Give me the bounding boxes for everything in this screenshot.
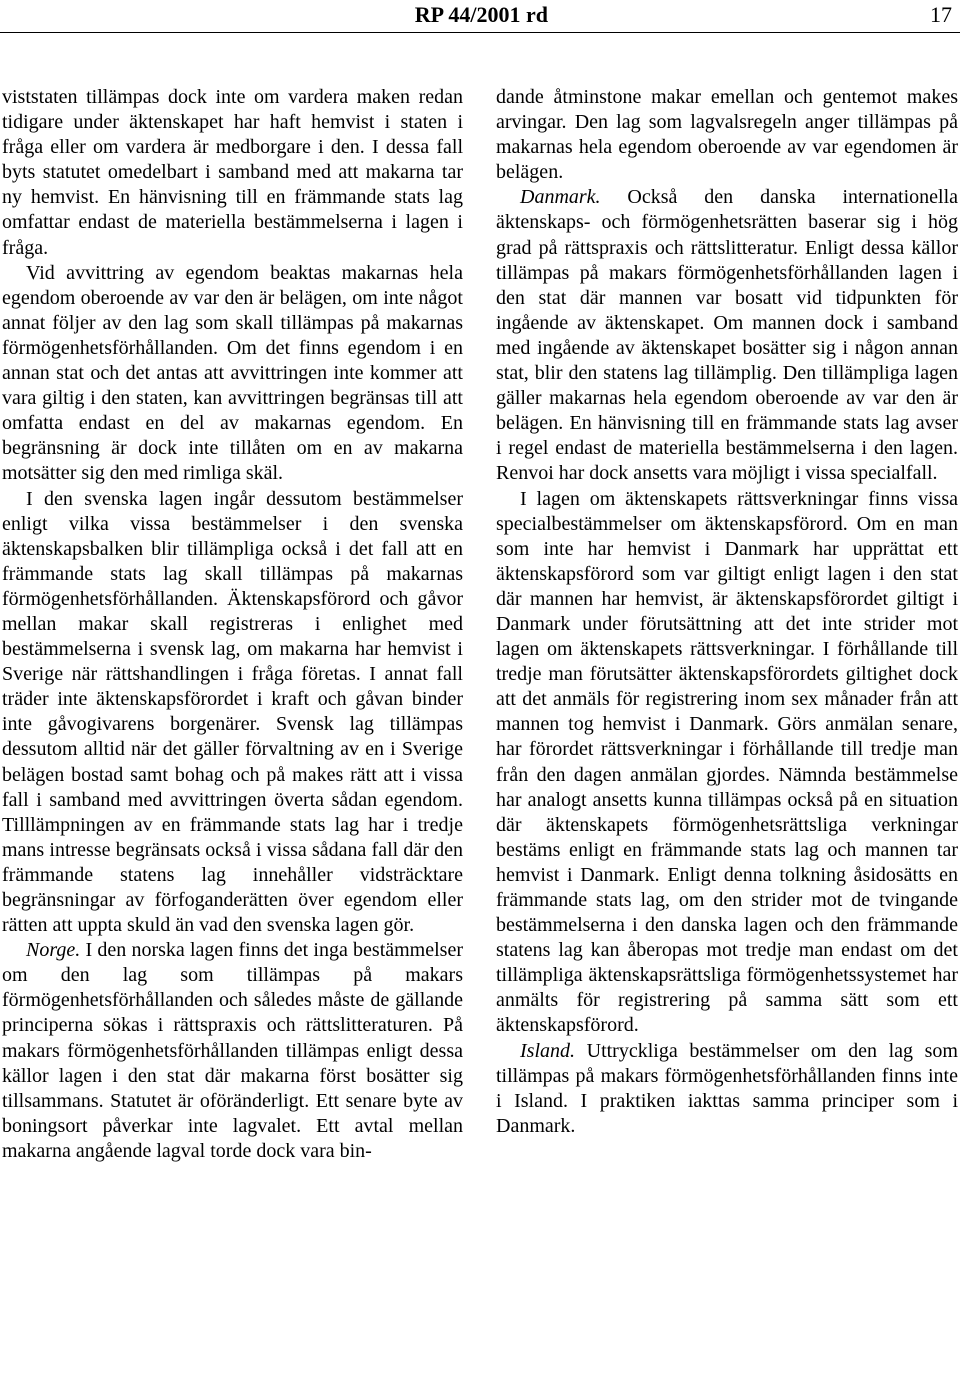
right-column [496,85,958,1139]
page-header [0,0,960,30]
paragraph: I den svenska lagen ingår dessutom bestämmelser enligt vilka vissa bestämmelser i den svenska äktenskapsbalken blir tillämpliga också i det fall att en främmande stats lag skall tillämpas på makarnas förmögenhetsförhållanden. Äktenskapsförord och gåvor mellan makar skall registreras i enlighet med bestämmelserna i svensk lag, om makarna har hemvist i Sverige när rättshandlingen i fråga företas. I annat fall träder inte äktenskapsförordet i kraft och gåvan binder inte gåvogivarens borgenärer. Svensk lag tillämpas dessutom alltid när det gäller förvaltning av en i Sverige belägen bostad samt bohag och på makes rätt att i vissa fall i samband med avvittringen överta sådan egendom. Tilllämpningen av en främmande stats lag har i tredje mans intresse begränsats också i vissa sådana fall där den främmande statens lag innehåller vidsträcktare begränsningar av förfoganderätten över egendom eller rätten att uppta skuld än vad den svenska lagen gör. [2,487,463,937]
paragraph-text: I den norska lagen finns det inga bestämmelser om den lag som tillämpas på makars förmögenhetsförhållanden och således måste de gällande principerna sökas i rättspraxis och rättslitteraturen. På makars förmögenhetsförhållanden tillämpas enligt dessa källor lagen i den stat där makarna först bosätter sig tillsammans. Statutet är oföränderligt. Ett senare byte av boningsort påverkar inte lagvalet. Ett avtal mellan makarna angående lagval torde dock vara bin- [2,939,463,1162]
page-number: 17 [930,2,952,27]
paragraph: I lagen om äktenskapets rättsverkningar finns vissa specialbestämmelser om äktenskapsförord. Om en man som inte har hemvist i Danmark har upprättat ett äktenskapsförord som var giltigt enligt lagen i den stat där mannen har hemvist, är äktenskapsförordet giltigt i Danmark under förutsättning att det inte strider mot lagen om äktenskapets rättsverkningar. I förhållande till tredje man förutsätter äktenskapsförordets giltighet dock att det anmäls för registrering inom sex månader från att mannen tog hemvist i Danmark. Görs anmälan senare, har förordet rättsverkningar i förhållande till tredje man från den dagen anmälan gjordes. Nämnda bestämmelse har analogt ansetts kunna tillämpas också på en situation där äktenskapets förmögenhetsrättsliga verkningar bestäms enligt en främmande stats lag och mannen tar hemvist i Danmark. Enligt denna tolkning åsidosätts en främmande stats lag, om den strider mot de tvingande bestämmelserna i den danska lagen och den främmande statens lag kan åberopas mot tredje man endast om det tillämpliga äktenskapsrättsliga förmögenhetssystemet har anmälts för registrering på samma sätt som ett äktenskapsförord. [496,487,958,1037]
paragraph [496,185,958,486]
document-id: RP 44/2001 rd [414,2,548,27]
left-column [2,85,463,1164]
header-rule [0,32,960,33]
country-heading: Island. [520,1039,575,1062]
paragraph: viststaten tillämpas dock inte om vardera maken redan tidigare under äktenskapet har haft hemvist i staten i fråga eller om vardera är medborgare i den. I dessa fall byts statutet omedelbart i samband med att makarna tar ny hemvist. En hänvisning till en främmande stats lag omfattar endast de materiella bestämmelserna i lagen i fråga. [2,86,463,259]
paragraph [496,1039,958,1139]
paragraph-text: Uttryckliga bestämmelser om den lag som tillämpas på makars förmögenhetsförhållanden finns inte i Island. I praktiken iakttas samma principer som i Danmark. [496,1039,958,1137]
paragraph: Vid avvittring av egendom beaktas makarnas hela egendom oberoende av var den är belägen, om inte något annat följer av den lag som skall tillämpas på makarnas förmögenhetsförhållanden. Om det finns egendom i en annan stat och det antas att avvittringen inte kommer att vara giltig i den staten, kan avvittringen begränsas till att omfatta endast en del av makarnas egendom. En begränsning är dock inte tillåten om en av makarna motsätter sig den med rimliga skäl. [2,261,463,485]
paragraph [2,938,463,1164]
paragraph-text: Också den danska internationella äktenskaps- och förmögenhetsrätten baserar sig i hög grad på rättspraxis och rättslitteratur. Enligt dessa källor tillämpas på makars förmögenhetsförhållanden lagen i den stat där mannen var bosatt vid tidpunkten för ingående av äktenskapet. Om mannen dock i samband med ingående av äktenskapet bosätter sig i någon annan stat, blir den statens lag tillämplig. Den tillämpliga lagen gäller makarnas hela egendom oberoende av var den är belägen. En hänvisning till en främmande stats lag avser i regel endast de materiella bestämmelserna i den lagen. Renvoi har dock ansetts vara möjligt i vissa specialfall. [496,186,958,485]
paragraph: dande åtminstone makar emellan och gentemot makes arvingar. Den lag som lagvalsregeln anger tillämpas på makarnas hela egendom oberoende av var egendomen är belägen. [496,86,958,184]
country-heading: Danmark. [520,186,601,209]
country-heading: Norge. [26,939,81,962]
